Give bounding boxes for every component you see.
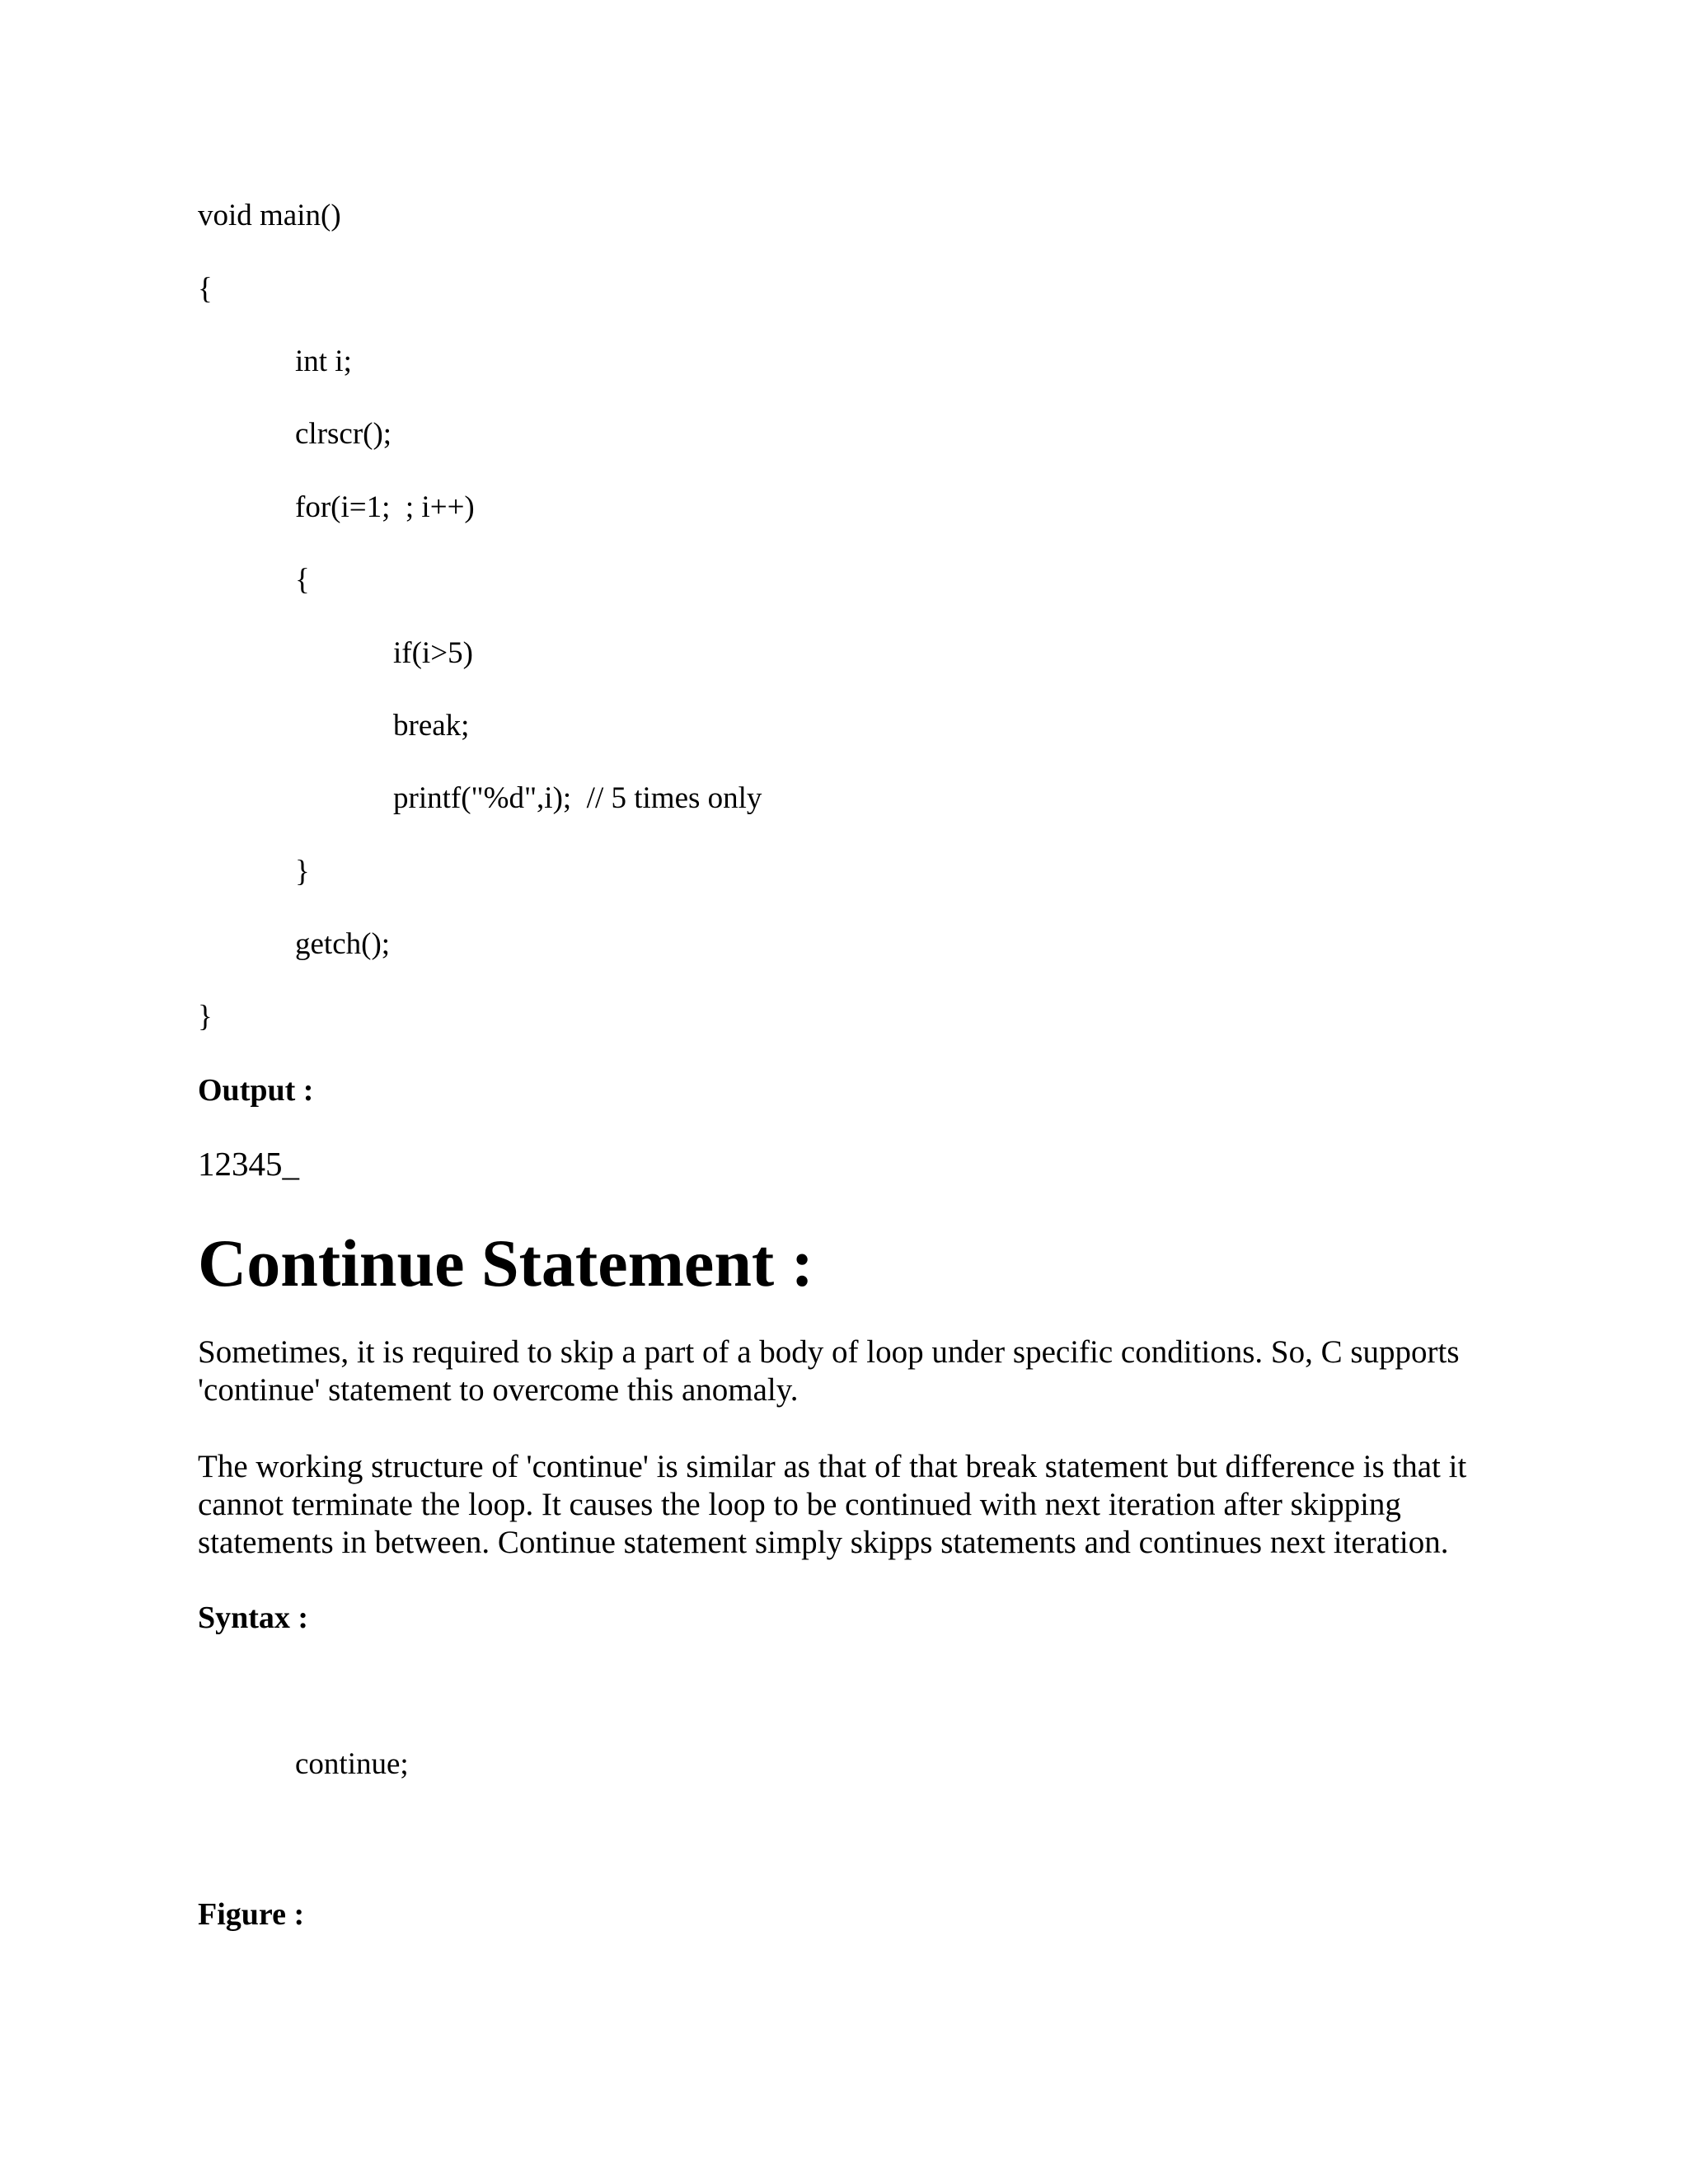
code-line-void-main: void main() bbox=[198, 199, 341, 232]
figure-label: Figure : bbox=[198, 1897, 305, 1932]
syntax-code: continue; bbox=[295, 1747, 409, 1781]
syntax-label: Syntax : bbox=[198, 1601, 309, 1635]
output-value: 12345_ bbox=[198, 1145, 299, 1183]
code-line-clrscr: clrscr(); bbox=[295, 417, 392, 451]
code-line-getch: getch(); bbox=[295, 927, 391, 961]
section-heading: Continue Statement : bbox=[198, 1226, 814, 1301]
code-line-close-brace: } bbox=[198, 1000, 213, 1033]
code-line-for-loop: for(i=1; ; i++) bbox=[295, 490, 475, 524]
code-line-break: break; bbox=[393, 709, 470, 743]
paragraph-working-structure: The working structure of 'continue' is similar as that of that break statement but difference is that it cannot terminate the loop. It causes the loop to be continued with next iteration after skipping statements in between. Continue statement simply skipps statements and continues next iteration. bbox=[198, 1449, 1467, 1560]
code-line-printf: printf("%d",i); // 5 times only bbox=[393, 781, 762, 815]
code-line-loop-open-brace: { bbox=[295, 563, 310, 597]
output-label: Output : bbox=[198, 1073, 314, 1108]
code-line-loop-close-brace: } bbox=[295, 855, 310, 888]
code-line-if-condition: if(i>5) bbox=[393, 636, 473, 670]
paragraph-intro: Sometimes, it is required to skip a part of a body of loop under specific conditions. So, C supports 'continue' statement to overcome this anomaly. bbox=[198, 1334, 1460, 1408]
code-line-open-brace: { bbox=[198, 272, 213, 306]
code-line-int-declaration: int i; bbox=[295, 344, 352, 378]
